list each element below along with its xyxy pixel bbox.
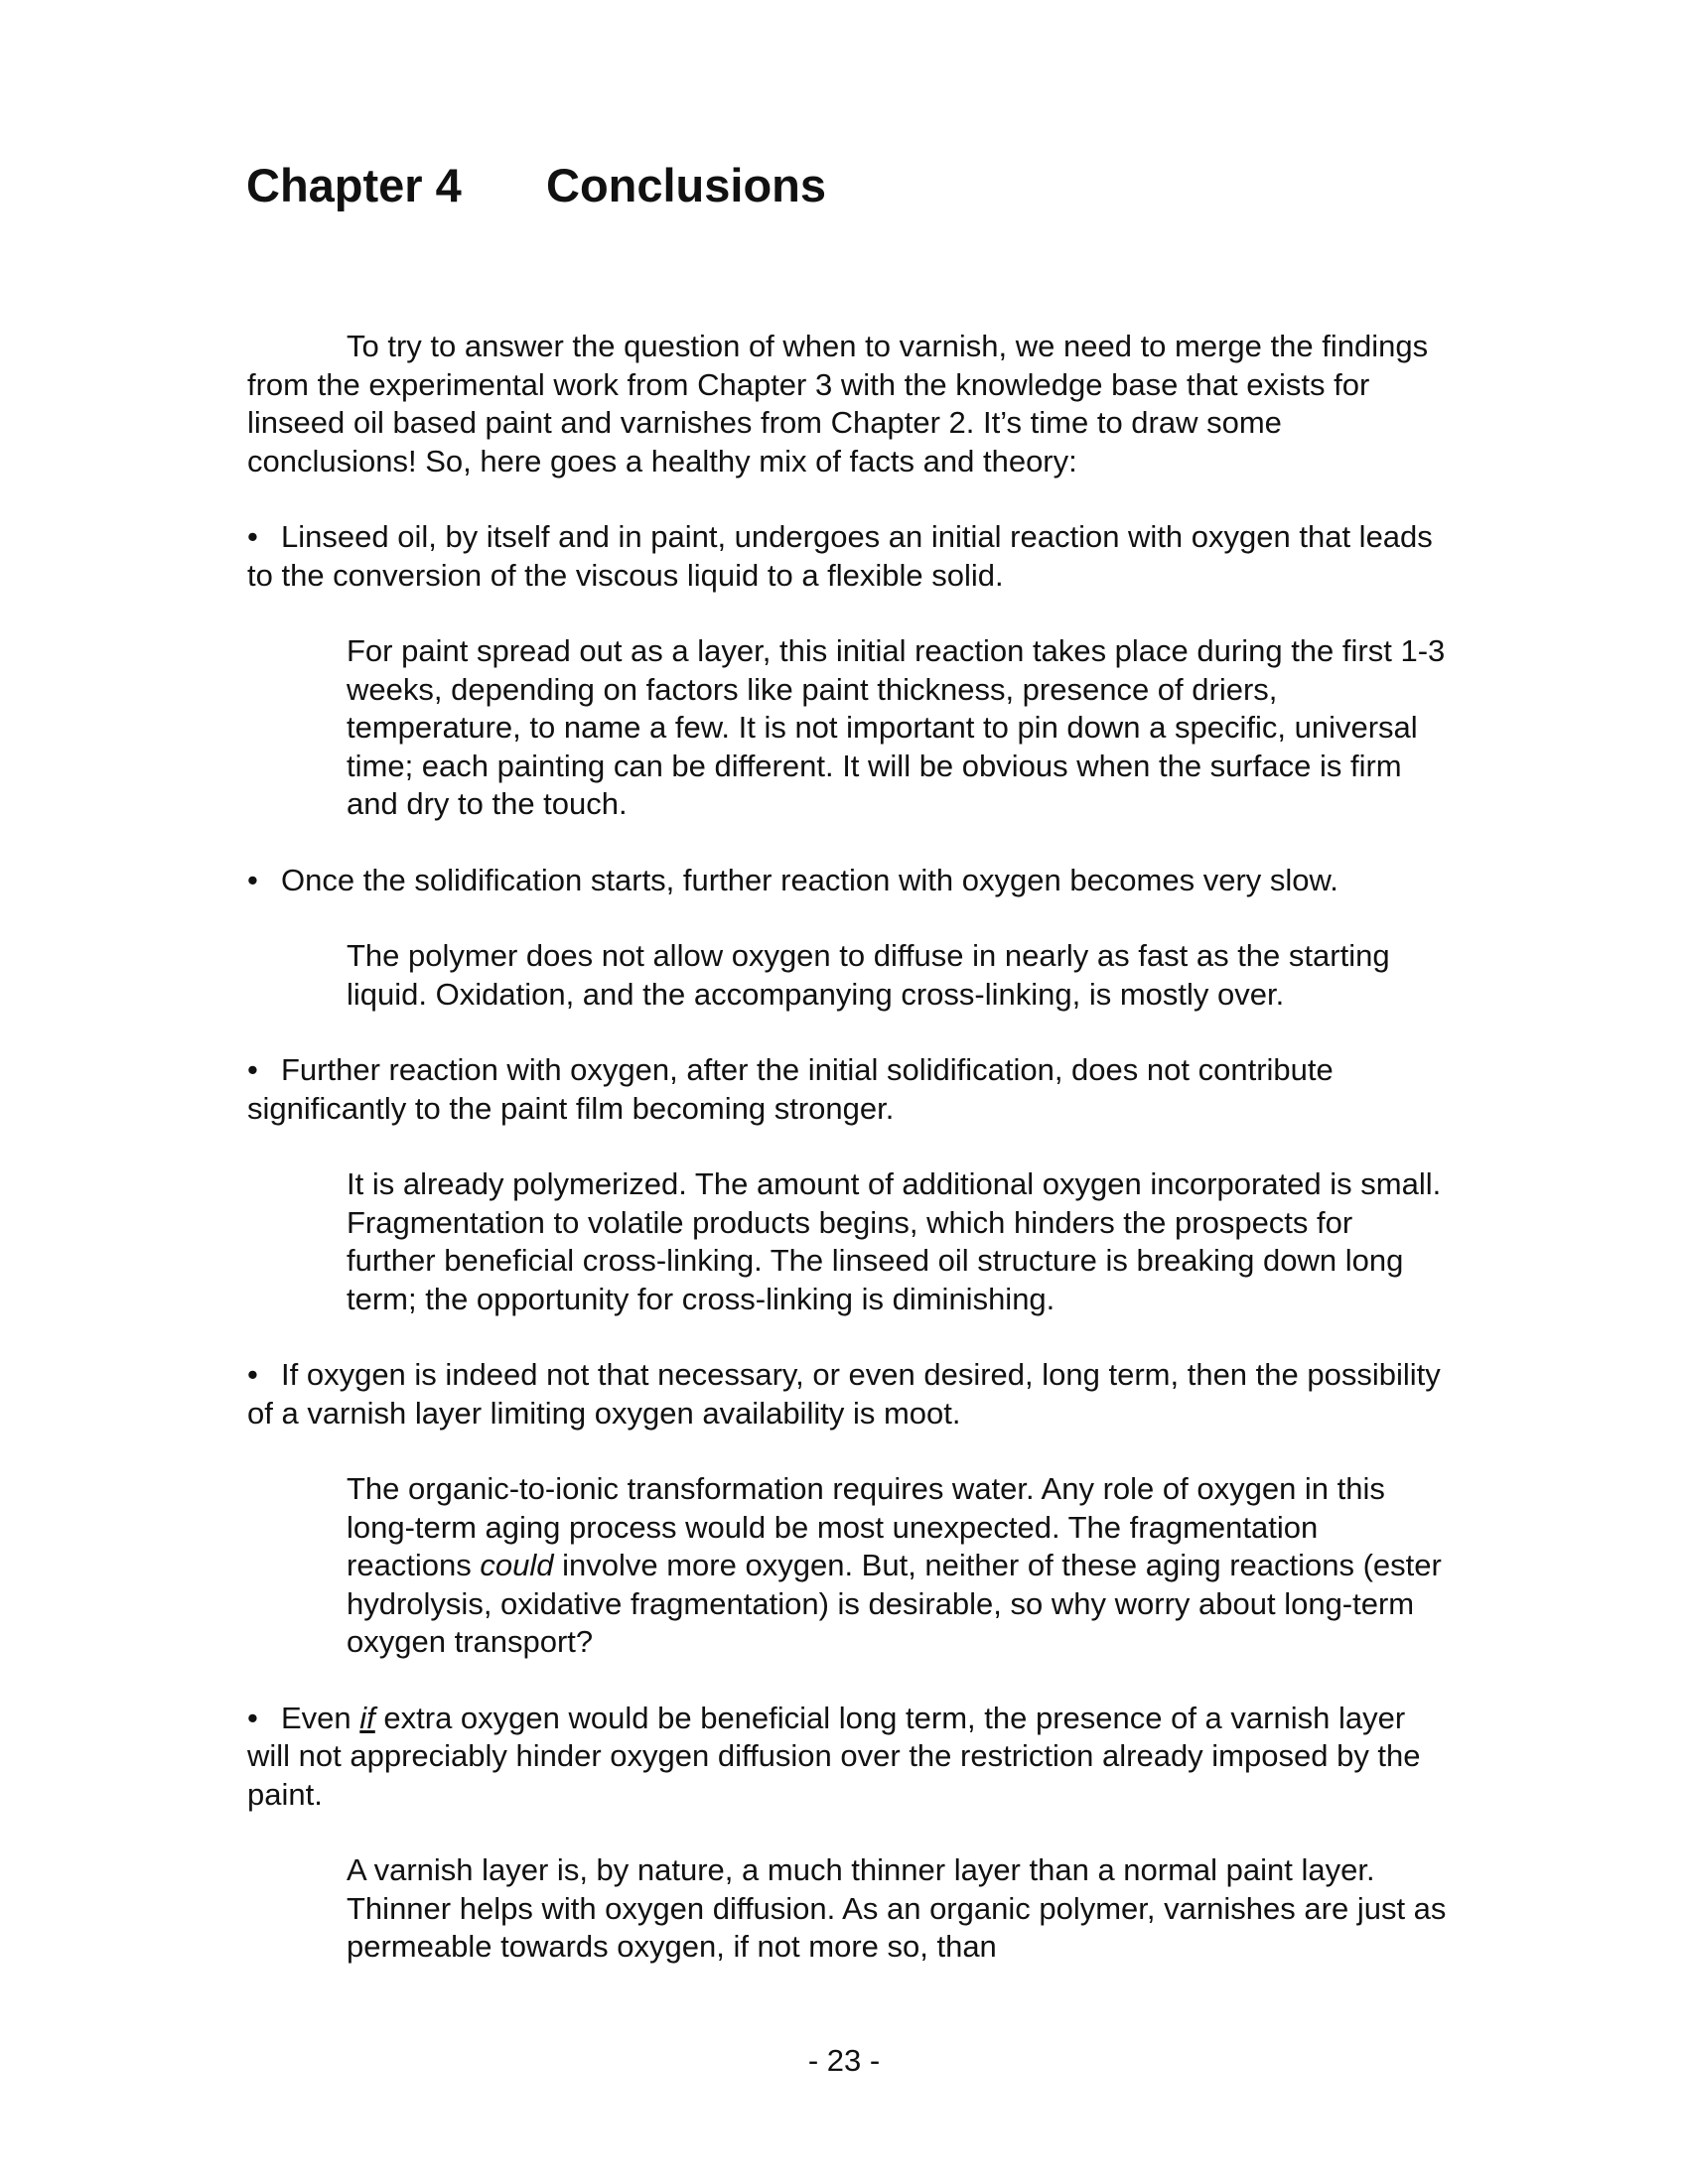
bullet-text: extra oxygen would be beneficial long term, the presence of a varnish layer will not appreciably hinder oxygen diffusion over the restriction already imposed by the paint.: [247, 1700, 1421, 1812]
bullet-text: Further reaction with oxygen, after the initial solidification, does not contribute significantly to the paint film becoming stronger.: [247, 1052, 1334, 1126]
detail-paragraph-5: A varnish layer is, by nature, a much thinner layer than a normal paint layer. Thinner helps with oxygen diffusion. As an organic polymer, varnishes are just as permeable towards oxygen, if not more so, than: [347, 1852, 1447, 1964]
detail-paragraph-3: It is already polymerized. The amount of additional oxygen incorporated is small. Fragmentation to volatile products begins, which hinders the prospects for further beneficial cross-linking. The linseed oil structure is breaking down long term; the opportunity for cross-linking is diminishing.: [347, 1166, 1442, 1316]
bullet-icon: •: [247, 1357, 258, 1392]
bullet-icon: •: [247, 1052, 258, 1087]
emphasis-if: if: [359, 1700, 375, 1735]
bullet-text: Once the solidification starts, further reaction with oxygen becomes very slow.: [281, 862, 1338, 897]
detail-text: The organic-to-ionic transformation requires water. Any role of oxygen in this long-term aging process would be most unexpected. The fragmentation reactions: [347, 1471, 1385, 1582]
bullet-icon: •: [247, 519, 258, 554]
bullet-text: Even: [281, 1700, 360, 1735]
emphasis-could: could: [480, 1548, 554, 1582]
detail-paragraph-1: For paint spread out as a layer, this initial reaction takes place during the first 1-3 weeks, depending on factors like paint thickness, presence of driers, temperature, to name a few. It is not important to pin down a specific, universal time; each painting can be different. It will be obvious when the surface is firm and dry to the touch.: [347, 633, 1446, 821]
intro-paragraph: To try to answer the question of when to varnish, we need to merge the findings from the experimental work from Chapter 3 with the knowledge base that exists for linseed oil based paint and varnishes from Chapter 2. It’s time to draw some conclusions! So, here goes a healthy mix of facts and theory:: [247, 329, 1429, 478]
bullet-text: Linseed oil, by itself and in paint, undergoes an initial reaction with oxygen that leads to the conversion of the viscous liquid to a flexible solid.: [247, 519, 1433, 593]
body-text: [247, 328, 1449, 2004]
bullet-icon: •: [247, 862, 258, 897]
detail-paragraph-4: [347, 1470, 1449, 1662]
detail-paragraph-2: The polymer does not allow oxygen to diffuse in nearly as fast as the starting liquid. Oxidation, and the accompanying cross-linking, is mostly over.: [347, 938, 1390, 1012]
bullet-point-4: [247, 1356, 1449, 1433]
page-number: - 23 -: [807, 2043, 881, 2078]
bullet-point-3: [247, 1051, 1449, 1128]
chapter-number: Chapter 4: [246, 159, 462, 211]
bullet-icon: •: [247, 1700, 258, 1735]
bullet-point-5: [247, 1700, 1449, 1815]
detail-text: involve more oxygen. But, neither of these aging reactions (ester hydrolysis, oxidative fragmentation) is desirable, so why worry about long-term oxygen transport?: [347, 1548, 1442, 1659]
chapter-title: Conclusions: [546, 159, 827, 211]
chapter-heading: [246, 157, 826, 214]
bullet-point-2: [247, 862, 1449, 900]
bullet-point-1: [247, 518, 1449, 595]
bullet-text: If oxygen is indeed not that necessary, or even desired, long term, then the possibility of a varnish layer limiting oxygen availability is moot.: [247, 1357, 1441, 1431]
